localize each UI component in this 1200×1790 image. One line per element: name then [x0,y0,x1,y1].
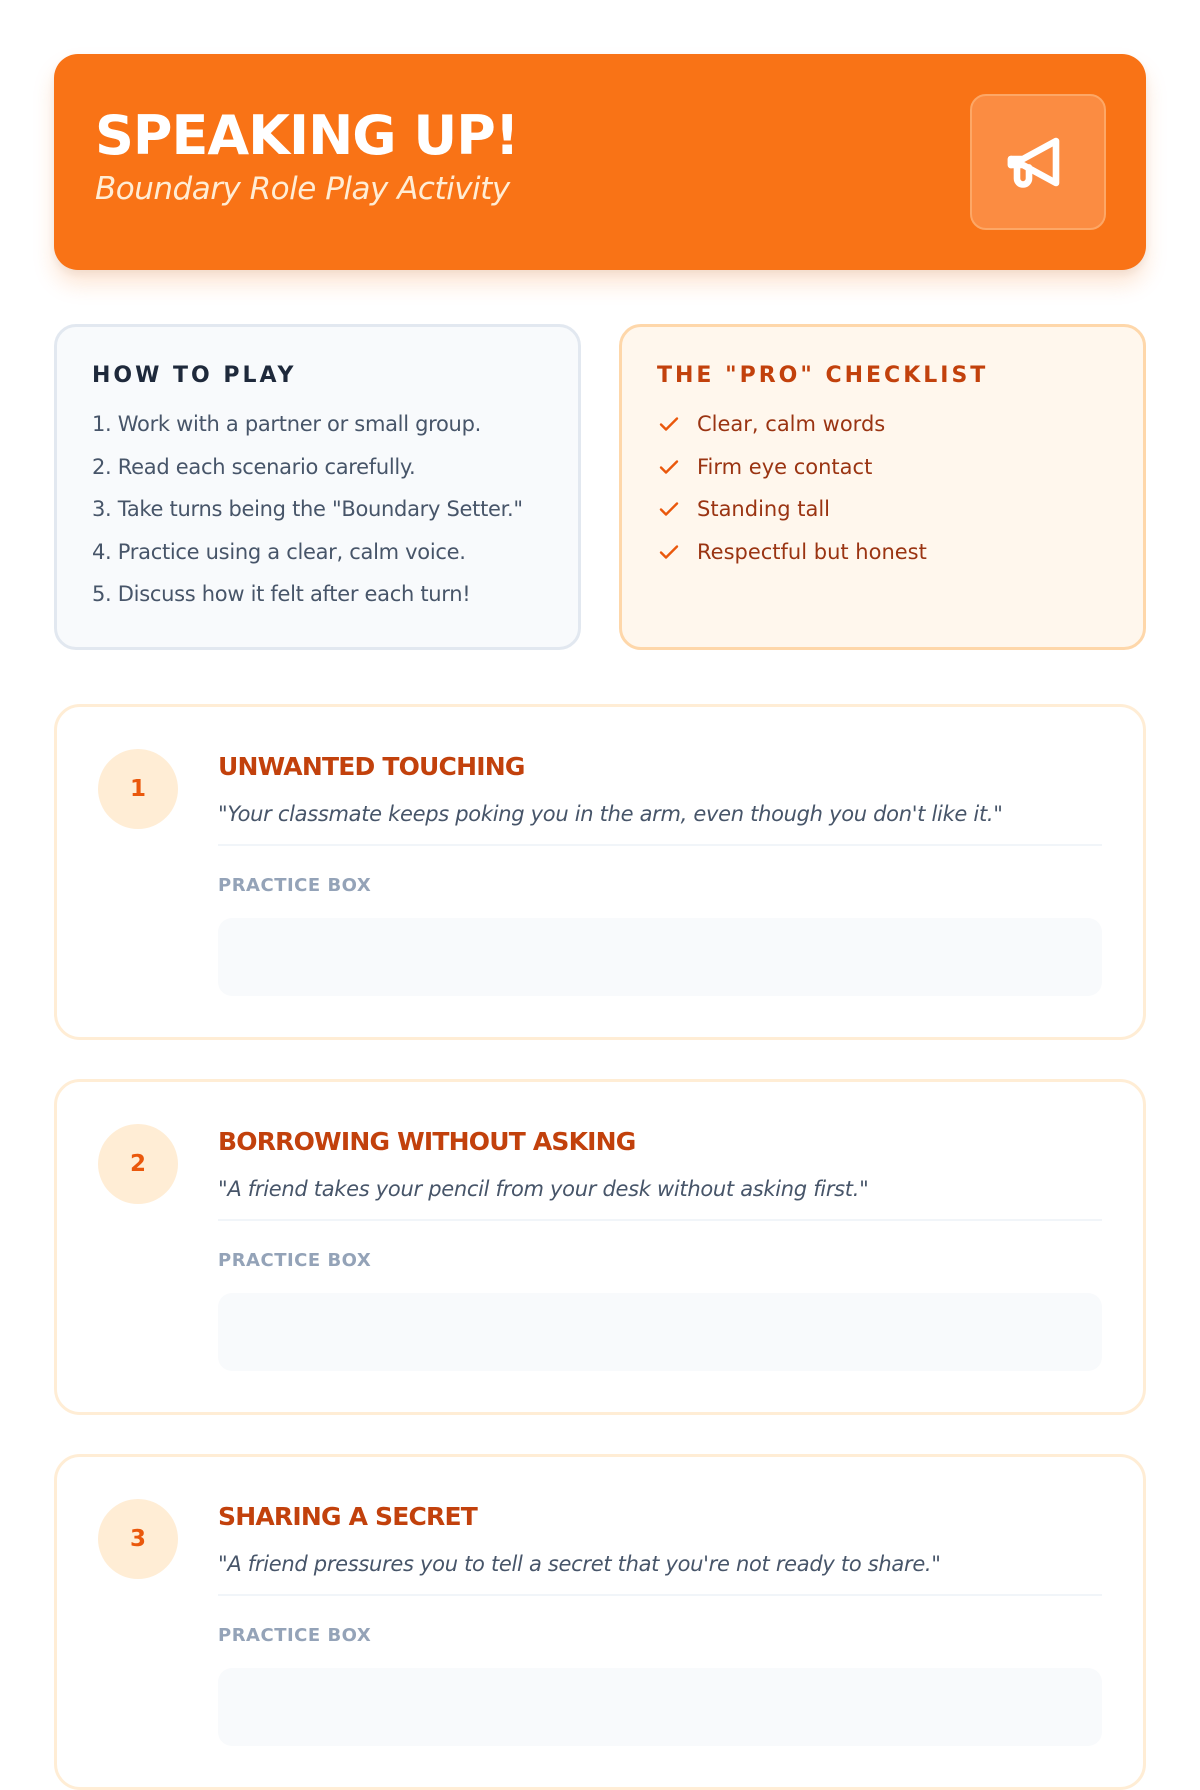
checkmark-icon [657,412,681,436]
checklist-item [657,446,1108,489]
checklist-item-label: Clear, calm words [697,412,886,436]
pro-checklist-list [657,403,1108,573]
scenario-number-badge: 1 [98,749,178,829]
practice-box-label: PRACTICE BOX [218,1250,372,1271]
checkmark-icon [657,540,681,564]
page-subtitle: Boundary Role Play Activity [95,171,510,207]
checkmark-icon [657,455,681,479]
scenario-title: UNWANTED TOUCHING [218,752,525,781]
scenario-quote: "Your classmate keeps poking you in the arm, even though you don't like it." [218,799,1102,846]
how-to-play-list [92,403,543,616]
scenario-card [54,704,1146,1040]
scenario-title: BORROWING WITHOUT ASKING [218,1127,636,1156]
list-item: 3. Take turns being the "Boundary Setter." [92,497,523,521]
list-item: 4. Practice using a clear, calm voice. [92,539,466,564]
scenario-quote: "A friend pressures you to tell a secret that you're not ready to share." [218,1549,1102,1596]
checklist-item [657,531,1108,574]
info-row [54,324,1146,650]
practice-box-label: PRACTICE BOX [218,875,372,896]
scenario-title: SHARING A SECRET [218,1502,478,1531]
checklist-item-label: Firm eye contact [697,454,873,479]
list-item: 5. Discuss how it felt after each turn! [92,582,471,606]
scenario-card [54,1454,1146,1790]
checklist-item-label: Respectful but honest [697,539,927,564]
practice-box-label: PRACTICE BOX [218,1625,372,1646]
scenario-body [218,747,1102,996]
scenario-body [218,1122,1102,1371]
checklist-item [657,403,1108,446]
list-item: 2. Read each scenario carefully. [92,454,416,479]
checklist-item [657,488,1108,531]
practice-box[interactable] [218,918,1102,996]
practice-box[interactable] [218,1293,1102,1371]
page-title: SPEAKING UP! [95,104,519,167]
scenario-number-badge: 3 [98,1499,178,1579]
how-to-play-heading: HOW TO PLAY [92,363,297,388]
scenario-body [218,1497,1102,1746]
pro-checklist-heading: THE "PRO" CHECKLIST [657,363,989,388]
megaphone-icon-box [970,94,1106,230]
scenario-number-badge: 2 [98,1124,178,1204]
list-item: 1. Work with a partner or small group. [92,412,481,436]
checklist-item-label: Standing tall [697,497,830,521]
practice-box[interactable] [218,1668,1102,1746]
scenario-quote: "A friend takes your pencil from your desk without asking first." [218,1174,1102,1221]
pro-checklist-card [619,324,1146,650]
how-to-play-card [54,324,581,650]
scenario-card [54,1079,1146,1415]
checkmark-icon [657,497,681,521]
header-banner [54,54,1146,270]
megaphone-icon [1002,126,1074,198]
